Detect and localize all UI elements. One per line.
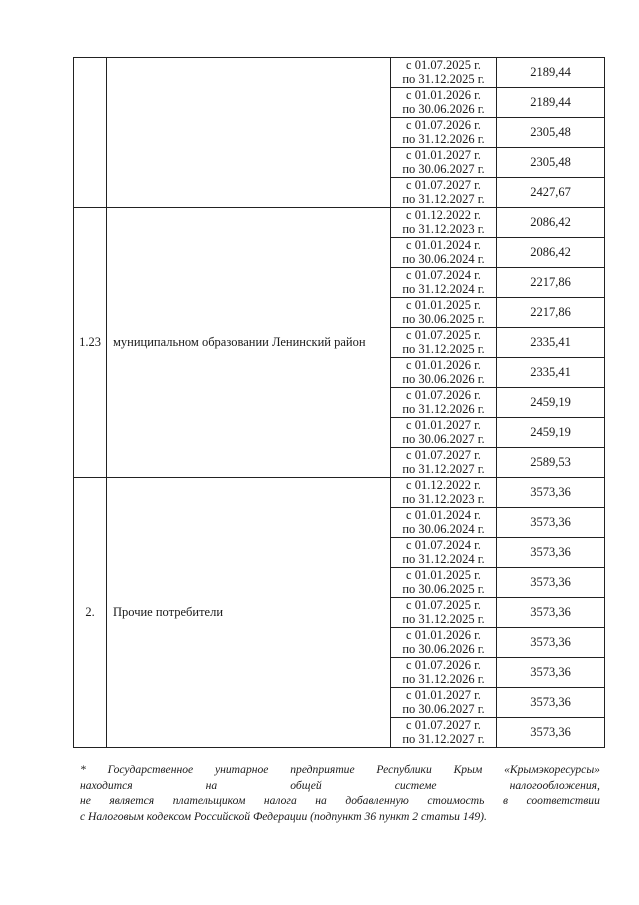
- table-row: [74, 208, 605, 238]
- period-from: с 01.07.2026 г.: [406, 658, 481, 672]
- period-from: с 01.07.2027 г.: [406, 718, 481, 732]
- footnote-word: стоимость: [427, 794, 485, 807]
- period-from: с 01.07.2025 г.: [406, 598, 481, 612]
- tariff-value-cell: 2335,41: [497, 328, 605, 358]
- footnote-line-1: [80, 762, 600, 778]
- period-cell: [391, 328, 497, 358]
- table-row: [74, 478, 605, 508]
- period-to: по 31.12.2024 г.: [402, 281, 485, 296]
- period-to: по 31.12.2023 г.: [402, 221, 485, 236]
- tariff-value-cell: 2086,42: [497, 238, 605, 268]
- tariff-value-cell: 3573,36: [497, 538, 605, 568]
- footnote-word: «Крымэкоресурсы»: [504, 763, 600, 776]
- period-cell: [391, 508, 497, 538]
- period-cell: [391, 268, 497, 298]
- period-from: с 01.12.2022 г.: [406, 478, 481, 492]
- tariff-value-cell: 2217,86: [497, 298, 605, 328]
- period-from: с 01.01.2024 г.: [406, 238, 481, 252]
- period-cell: [391, 538, 497, 568]
- period-from: с 01.01.2026 г.: [406, 628, 481, 642]
- period-to: по 31.12.2026 г.: [402, 401, 485, 416]
- period-cell: [391, 418, 497, 448]
- period-from: с 01.01.2027 г.: [406, 418, 481, 432]
- footnote-word: добавленную: [345, 794, 409, 807]
- tariff-value-cell: 3573,36: [497, 658, 605, 688]
- tariff-table: [73, 57, 605, 748]
- tariff-value-cell: 3573,36: [497, 688, 605, 718]
- period-to: по 31.12.2024 г.: [402, 551, 485, 566]
- footnote-line-3: [80, 793, 600, 809]
- tariff-value-cell: 2459,19: [497, 388, 605, 418]
- period-from: с 01.01.2027 г.: [406, 148, 481, 162]
- period-cell: [391, 388, 497, 418]
- period-cell: [391, 208, 497, 238]
- row-number-cell: 2.: [74, 478, 107, 748]
- period-to: по 30.06.2027 г.: [402, 431, 485, 446]
- period-cell: [391, 568, 497, 598]
- consumer-name-cell: [107, 58, 391, 208]
- footnote-word: системе: [394, 778, 437, 792]
- footnote-word: находится: [80, 778, 133, 792]
- period-cell: [391, 238, 497, 268]
- period-from: с 01.01.2027 г.: [406, 688, 481, 702]
- footnote-word: на: [315, 794, 327, 807]
- period-from: с 01.01.2025 г.: [406, 298, 481, 312]
- period-from: с 01.07.2024 г.: [406, 268, 481, 282]
- period-to: по 30.06.2024 г.: [402, 251, 485, 266]
- period-from: с 01.01.2026 г.: [406, 358, 481, 372]
- tariff-value-cell: 2335,41: [497, 358, 605, 388]
- footnote-word: Крым: [453, 763, 483, 776]
- footnote-word: налогообложения,: [509, 778, 600, 792]
- period-to: по 31.12.2026 г.: [402, 671, 485, 686]
- period-from: с 01.07.2026 г.: [406, 118, 481, 132]
- period-cell: [391, 598, 497, 628]
- consumer-name-cell: Прочие потребители: [107, 478, 391, 748]
- period-cell: [391, 628, 497, 658]
- period-from: с 01.07.2027 г.: [406, 178, 481, 192]
- period-from: с 01.01.2024 г.: [406, 508, 481, 522]
- footnote-word: не: [80, 794, 91, 807]
- period-to: по 30.06.2027 г.: [402, 161, 485, 176]
- footnote-line-4: с Налоговым кодексом Российской Федерации (подпункт 36 пункт 2 статьи 149).: [80, 809, 487, 823]
- period-cell: [391, 358, 497, 388]
- footnote: [80, 762, 600, 824]
- tariff-value-cell: 2589,53: [497, 448, 605, 478]
- period-from: с 01.01.2025 г.: [406, 568, 481, 582]
- tariff-value-cell: 3573,36: [497, 628, 605, 658]
- period-from: с 01.07.2026 г.: [406, 388, 481, 402]
- period-to: по 31.12.2025 г.: [402, 341, 485, 356]
- period-cell: [391, 478, 497, 508]
- tariff-value-cell: 2459,19: [497, 418, 605, 448]
- period-cell: [391, 58, 497, 88]
- footnote-word: Республики: [376, 763, 432, 776]
- period-to: по 30.06.2026 г.: [402, 371, 485, 386]
- period-cell: [391, 658, 497, 688]
- footnote-word: предприятие: [290, 763, 355, 776]
- period-cell: [391, 298, 497, 328]
- period-to: по 31.12.2027 г.: [402, 731, 485, 746]
- period-cell: [391, 718, 497, 748]
- period-cell: [391, 178, 497, 208]
- period-to: по 31.12.2023 г.: [402, 491, 485, 506]
- period-to: по 31.12.2025 г.: [402, 611, 485, 626]
- tariff-value-cell: 2189,44: [497, 88, 605, 118]
- period-from: с 01.07.2025 г.: [406, 58, 481, 72]
- period-to: по 30.06.2024 г.: [402, 521, 485, 536]
- tariff-value-cell: 3573,36: [497, 598, 605, 628]
- tariff-value-cell: 3573,36: [497, 718, 605, 748]
- period-cell: [391, 688, 497, 718]
- period-to: по 30.06.2027 г.: [402, 701, 485, 716]
- period-to: по 30.06.2025 г.: [402, 581, 485, 596]
- tariff-value-cell: 3573,36: [497, 478, 605, 508]
- footnote-word: плательщиком: [172, 794, 246, 807]
- footnote-word: Государственное: [107, 763, 194, 776]
- footnote-word: *: [80, 763, 86, 776]
- footnote-word: соответствии: [526, 794, 600, 807]
- tariff-value-cell: 2305,48: [497, 118, 605, 148]
- period-to: по 31.12.2027 г.: [402, 191, 485, 206]
- footnote-word: общей: [290, 778, 322, 792]
- period-cell: [391, 88, 497, 118]
- period-from: с 01.07.2027 г.: [406, 448, 481, 462]
- period-from: с 01.07.2025 г.: [406, 328, 481, 342]
- period-to: по 30.06.2026 г.: [402, 641, 485, 656]
- tariff-value-cell: 2427,67: [497, 178, 605, 208]
- table-row: [74, 58, 605, 88]
- footnote-word: в: [502, 794, 509, 807]
- period-to: по 31.12.2026 г.: [402, 131, 485, 146]
- tariff-value-cell: 2189,44: [497, 58, 605, 88]
- tariff-value-cell: 2086,42: [497, 208, 605, 238]
- tariff-value-cell: 2305,48: [497, 148, 605, 178]
- consumer-name-cell: муниципальном образовании Ленинский район: [107, 208, 391, 478]
- period-cell: [391, 448, 497, 478]
- tariff-value-cell: 3573,36: [497, 568, 605, 598]
- row-number-cell: [74, 58, 107, 208]
- period-cell: [391, 148, 497, 178]
- period-to: по 31.12.2025 г.: [402, 71, 485, 86]
- period-from: с 01.07.2024 г.: [406, 538, 481, 552]
- footnote-word: унитарное: [214, 763, 269, 776]
- period-cell: [391, 118, 497, 148]
- footnote-word: налога: [263, 794, 297, 807]
- period-to: по 30.06.2025 г.: [402, 311, 485, 326]
- tariff-value-cell: 2217,86: [497, 268, 605, 298]
- footnote-line-2: [80, 778, 600, 794]
- period-from: с 01.12.2022 г.: [406, 208, 481, 222]
- tariff-value-cell: 3573,36: [497, 508, 605, 538]
- period-to: по 31.12.2027 г.: [402, 461, 485, 476]
- period-to: по 30.06.2026 г.: [402, 101, 485, 116]
- footnote-word: является: [109, 794, 155, 807]
- footnote-word: на: [205, 778, 218, 792]
- period-from: с 01.01.2026 г.: [406, 88, 481, 102]
- row-number-cell: 1.23: [74, 208, 107, 478]
